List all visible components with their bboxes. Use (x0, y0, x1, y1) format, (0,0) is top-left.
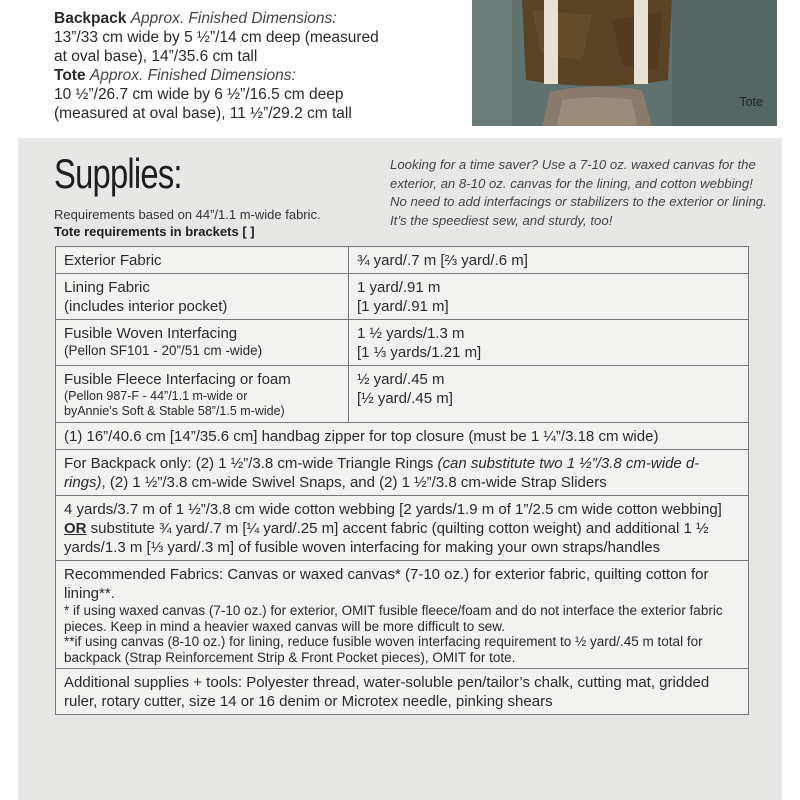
table-row (56, 423, 749, 450)
fleece-interfacing-amount: ½ yard/.45 m (357, 371, 445, 388)
fleece-interfacing-cell (56, 366, 349, 423)
tote-dimensions-line2: (measured at oval base), 11 ½”/29.2 cm tall (54, 105, 352, 122)
backpack-label: Backpack (54, 10, 127, 27)
backpack-dimensions-line2: at oval base), 14”/35.6 cm tall (54, 48, 258, 65)
lining-fabric-amount-cell (349, 274, 749, 320)
finished-dimensions (54, 9, 464, 123)
woven-interfacing-note: (Pellon SF101 - 20”/51 cm -wide) (64, 343, 263, 358)
exterior-fabric-label: Exterior Fabric (56, 247, 349, 274)
fleece-interfacing-label: Fusible Fleece Interfacing or foam (64, 371, 291, 388)
table-row (56, 247, 749, 274)
recommended-fabrics (56, 561, 749, 669)
fleece-interfacing-amount-tote: [½ yard/.45 m] (357, 390, 453, 407)
lining-fabric-note: (includes interior pocket) (64, 298, 228, 315)
fleece-interfacing-note: (Pellon 987-F - 44”/1.1 m-wide or (64, 389, 248, 403)
table-row (56, 320, 749, 366)
webbing-or: OR (64, 520, 87, 537)
table-row (56, 561, 749, 669)
table-row (56, 450, 749, 496)
photo-caption: Tote (739, 95, 763, 109)
woven-interfacing-label: Fusible Woven Interfacing (64, 325, 238, 342)
lining-fabric-label: Lining Fabric (64, 279, 150, 296)
hardware-substitute-note: (can substitute two 1 ½”/3.8 cm-wide d-rings) (64, 455, 700, 491)
recommended-fabrics-main: Recommended Fabrics: Canvas or waxed canvas* (7-10 oz.) for exterior fabric, quilting cotton for lining**. (64, 566, 709, 602)
fleece-interfacing-note2: byAnnie’s Soft & Stable 58”/1.5 m-wide) (64, 404, 285, 418)
tote-caption: Approx. Finished Dimensions: (89, 67, 296, 84)
supplies-table (55, 246, 749, 715)
woven-interfacing-cell (56, 320, 349, 366)
table-row (56, 496, 749, 561)
supplies-panel (18, 138, 782, 800)
webbing-requirement (56, 496, 749, 561)
webbing-text-2: substitute ¾ yard/.7 m [¼ yard/.25 m] accent fabric (quilting cotton weight) and additional 1 ½ yards/1.3 m [⅓ yard/.3 m] of fusible woven interfacing for making your own straps/handles (64, 520, 709, 556)
woven-interfacing-amount-tote: [1 ⅓ yards/1.21 m] (357, 344, 482, 361)
additional-supplies: Additional supplies + tools: Polyester thread, water-soluble pen/tailor’s chalk, cutting mat, gridded ruler, rotary cutter, size 14 or 16 denim or Microtex needle, pinking shears (56, 669, 749, 715)
fleece-interfacing-amount-cell (349, 366, 749, 423)
woven-interfacing-amount-cell (349, 320, 749, 366)
lining-fabric-amount: 1 yard/.91 m (357, 279, 441, 296)
backpack-dimensions-line1: 13”/33 cm wide by 5 ½”/14 cm deep (measured (54, 29, 379, 46)
hardware-suffix: , (2) 1 ½”/3.8 cm-wide Swivel Snaps, and (2) 1 ½”/3.8 cm-wide Strap Sliders (101, 474, 607, 491)
waxed-canvas-note: * if using waxed canvas (7-10 oz.) for exterior, OMIT fusible fleece/foam and do not interface the exterior fabric pieces. Keep in mind a heavier waxed canvas will be more difficult to sew. (64, 603, 723, 634)
hardware-requirement (56, 450, 749, 496)
zipper-requirement: (1) 16”/40.6 cm [14”/35.6 cm] handbag zipper for top closure (must be 1 ¼”/3.18 cm wide) (56, 423, 749, 450)
tote-dimensions-heading (54, 66, 464, 85)
table-row (56, 274, 749, 320)
lining-fabric-cell (56, 274, 349, 320)
tote-photo (472, 0, 777, 126)
lining-fabric-amount-tote: [1 yard/.91 m] (357, 298, 449, 315)
woven-interfacing-amount: 1 ½ yards/1.3 m (357, 325, 465, 342)
backpack-caption: Approx. Finished Dimensions: (130, 10, 337, 27)
tote-dimensions-line1: 10 ½”/26.7 cm wide by 6 ½”/16.5 cm deep (54, 86, 344, 103)
tote-bag-illustration (472, 0, 777, 126)
canvas-lining-note: **if using canvas (8-10 oz.) for lining, reduce fusible woven interfacing requirement to ½ yard/.45 m total for backpack (Strap Reinforcement Strip & Front Pocket pieces), OMIT for tote. (64, 634, 703, 665)
hardware-prefix: For Backpack only: (2) 1 ½”/3.8 cm-wide Triangle Rings (64, 455, 438, 472)
tote-brackets-note: Tote requirements in brackets [ ] (54, 224, 255, 239)
webbing-text-1: 4 yards/3.7 m of 1 ½”/3.8 cm wide cotton webbing [2 yards/1.9 m of 1”/2.5 cm wide cotton webbing] (64, 501, 722, 518)
tote-label: Tote (54, 67, 86, 84)
time-saver-tip: Looking for a time saver? Use a 7-10 oz. waxed canvas for the exterior, an 8-10 oz. canvas for the lining, and cotton webbing! No need to add interfacings or stabilizers to the exterior or lining. It’s the speediest sew, and sturdy, too! (390, 157, 767, 228)
fabric-width-note: Requirements based on 44”/1.1 m-wide fabric. (54, 207, 321, 222)
table-row (56, 669, 749, 715)
requirements-note (54, 206, 321, 240)
header-section (0, 0, 800, 138)
table-row (56, 366, 749, 423)
backpack-dimensions-heading (54, 9, 464, 28)
exterior-fabric-amount: ¾ yard/.7 m [⅔ yard/.6 m] (349, 247, 749, 274)
supplies-title: Supplies: (54, 150, 182, 197)
